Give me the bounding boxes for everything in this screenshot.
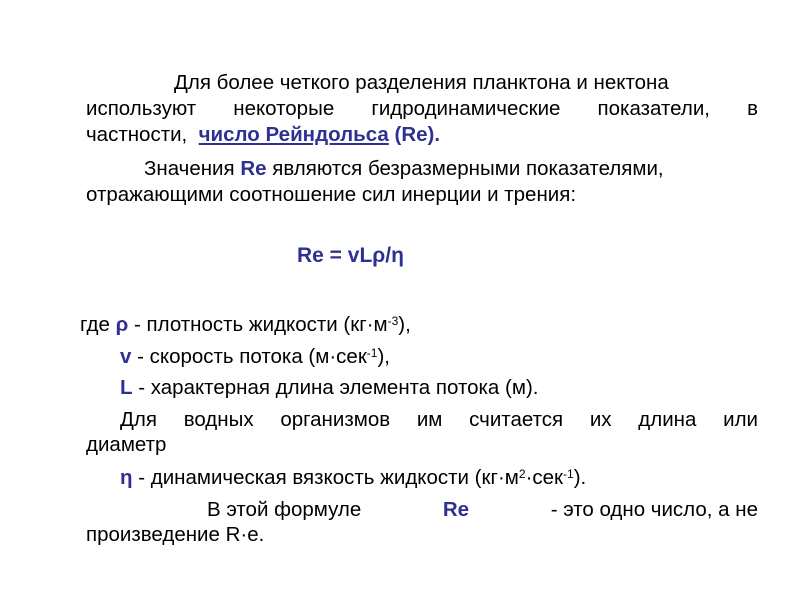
para1-line3-prefix: частности,: [86, 123, 188, 146]
def-eta-tail: ).: [573, 466, 587, 489]
organisms-line1: Для водных организмов им считается их длина или: [120, 408, 758, 431]
closing-line1: [207, 498, 758, 522]
para2-line2: отражающими соотношение сил инерции и трения:: [86, 183, 577, 206]
def-L: [120, 376, 792, 400]
def-eta-sup-a: 2: [518, 467, 526, 481]
para2-line1: [86, 157, 758, 181]
para1-line1: [86, 71, 758, 95]
organisms-line2: диаметр: [86, 433, 167, 456]
para2-suffix: являются безразмерными показателями,: [272, 157, 664, 180]
def-v-tail: ),: [377, 345, 390, 368]
para1-line2: используют некоторые гидродинамические показатели, в: [86, 97, 758, 120]
def-v: [120, 345, 792, 369]
def-rho-text: - плотность жидкости (кг·м: [134, 313, 388, 336]
def-eta-text-a: - динамическая вязкость жидкости (кг·м: [138, 466, 519, 489]
def-eta-sup-b: -1: [563, 467, 574, 481]
eta-symbol: η: [120, 466, 133, 489]
para2-prefix: Значения: [144, 157, 235, 180]
def-rho: [80, 313, 752, 337]
def-v-text: - скорость потока (м·сек: [137, 345, 367, 368]
reynolds-term: число Рейндольса: [198, 123, 389, 146]
closing-re: Re: [442, 498, 470, 521]
reynolds-paren-open: (: [394, 123, 402, 146]
rho-symbol: ρ: [115, 313, 129, 336]
def-v-sup: -1: [366, 346, 378, 360]
reynolds-re: Re: [401, 123, 428, 146]
closing-line2: произведение R·e.: [86, 523, 265, 546]
def-rho-sup: -3: [387, 314, 399, 328]
def-eta: [120, 466, 792, 490]
para1-line3: [86, 123, 758, 147]
closing-suffix: - это одно число, а не: [550, 498, 758, 521]
reynolds-paren-close: ).: [427, 123, 441, 146]
para2-re: Re: [240, 157, 267, 180]
L-symbol: L: [120, 376, 133, 399]
def-eta-text-b: ·сек: [525, 466, 564, 489]
closing-prefix: В этой формуле: [207, 498, 362, 521]
def-rho-lead: где: [80, 313, 110, 336]
v-symbol: v: [120, 345, 132, 368]
reynolds-formula: Re = vLρ/η: [297, 244, 404, 267]
def-L-text: - характерная длина элемента потока (м).: [138, 376, 539, 399]
def-rho-tail: ),: [398, 313, 411, 336]
para1-line1-text: Для более четкого разделения планктона и нектона: [174, 71, 669, 94]
